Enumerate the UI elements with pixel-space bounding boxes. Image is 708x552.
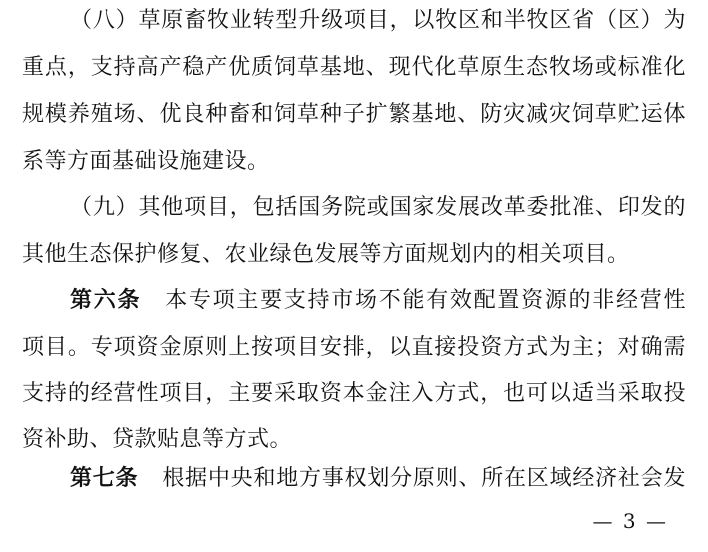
article-6-line-1-text: 本专项主要支持市场不能有效配置资源的非经营性 [165,288,686,313]
paragraph-8-line-4: 系等方面基础设施建设。 [22,149,270,174]
page-number: — 3 — [592,509,668,533]
article-6-line-1 [70,288,686,314]
article-6-heading: 第六条 [70,288,142,313]
paragraph-8-line-2: 重点，支持高产稳产优质饲草基地、现代化草原生态牧场或标准化 [22,55,686,80]
article-7-line-1 [70,466,686,492]
article-7-line-1-text: 根据中央和地方事权划分原则、所在区域经济社会发 [162,466,686,491]
paragraph-8-line-1: （八）草原畜牧业转型升级项目，以牧区和半牧区省（区）为 [70,8,686,33]
article-6-line-2: 项目。专项资金原则上按项目安排，以直接投资方式为主；对确需 [22,335,686,360]
article-6-line-4: 资补助、贷款贴息等方式。 [22,427,293,452]
article-7-heading: 第七条 [70,466,139,491]
paragraph-9-line-1: （九）其他项目，包括国务院或国家发展改革委批准、印发的 [70,195,686,220]
paragraph-8-line-3: 规模养殖场、优良种畜和饲草种子扩繁基地、防灾减灾饲草贮运体 [22,102,686,127]
paragraph-9-line-2: 其他生态保护修复、农业绿色发展等方面规划内的相关项目。 [22,242,630,267]
article-6-line-3: 支持的经营性项目，主要采取资本金注入方式，也可以适当采取投 [22,381,686,406]
